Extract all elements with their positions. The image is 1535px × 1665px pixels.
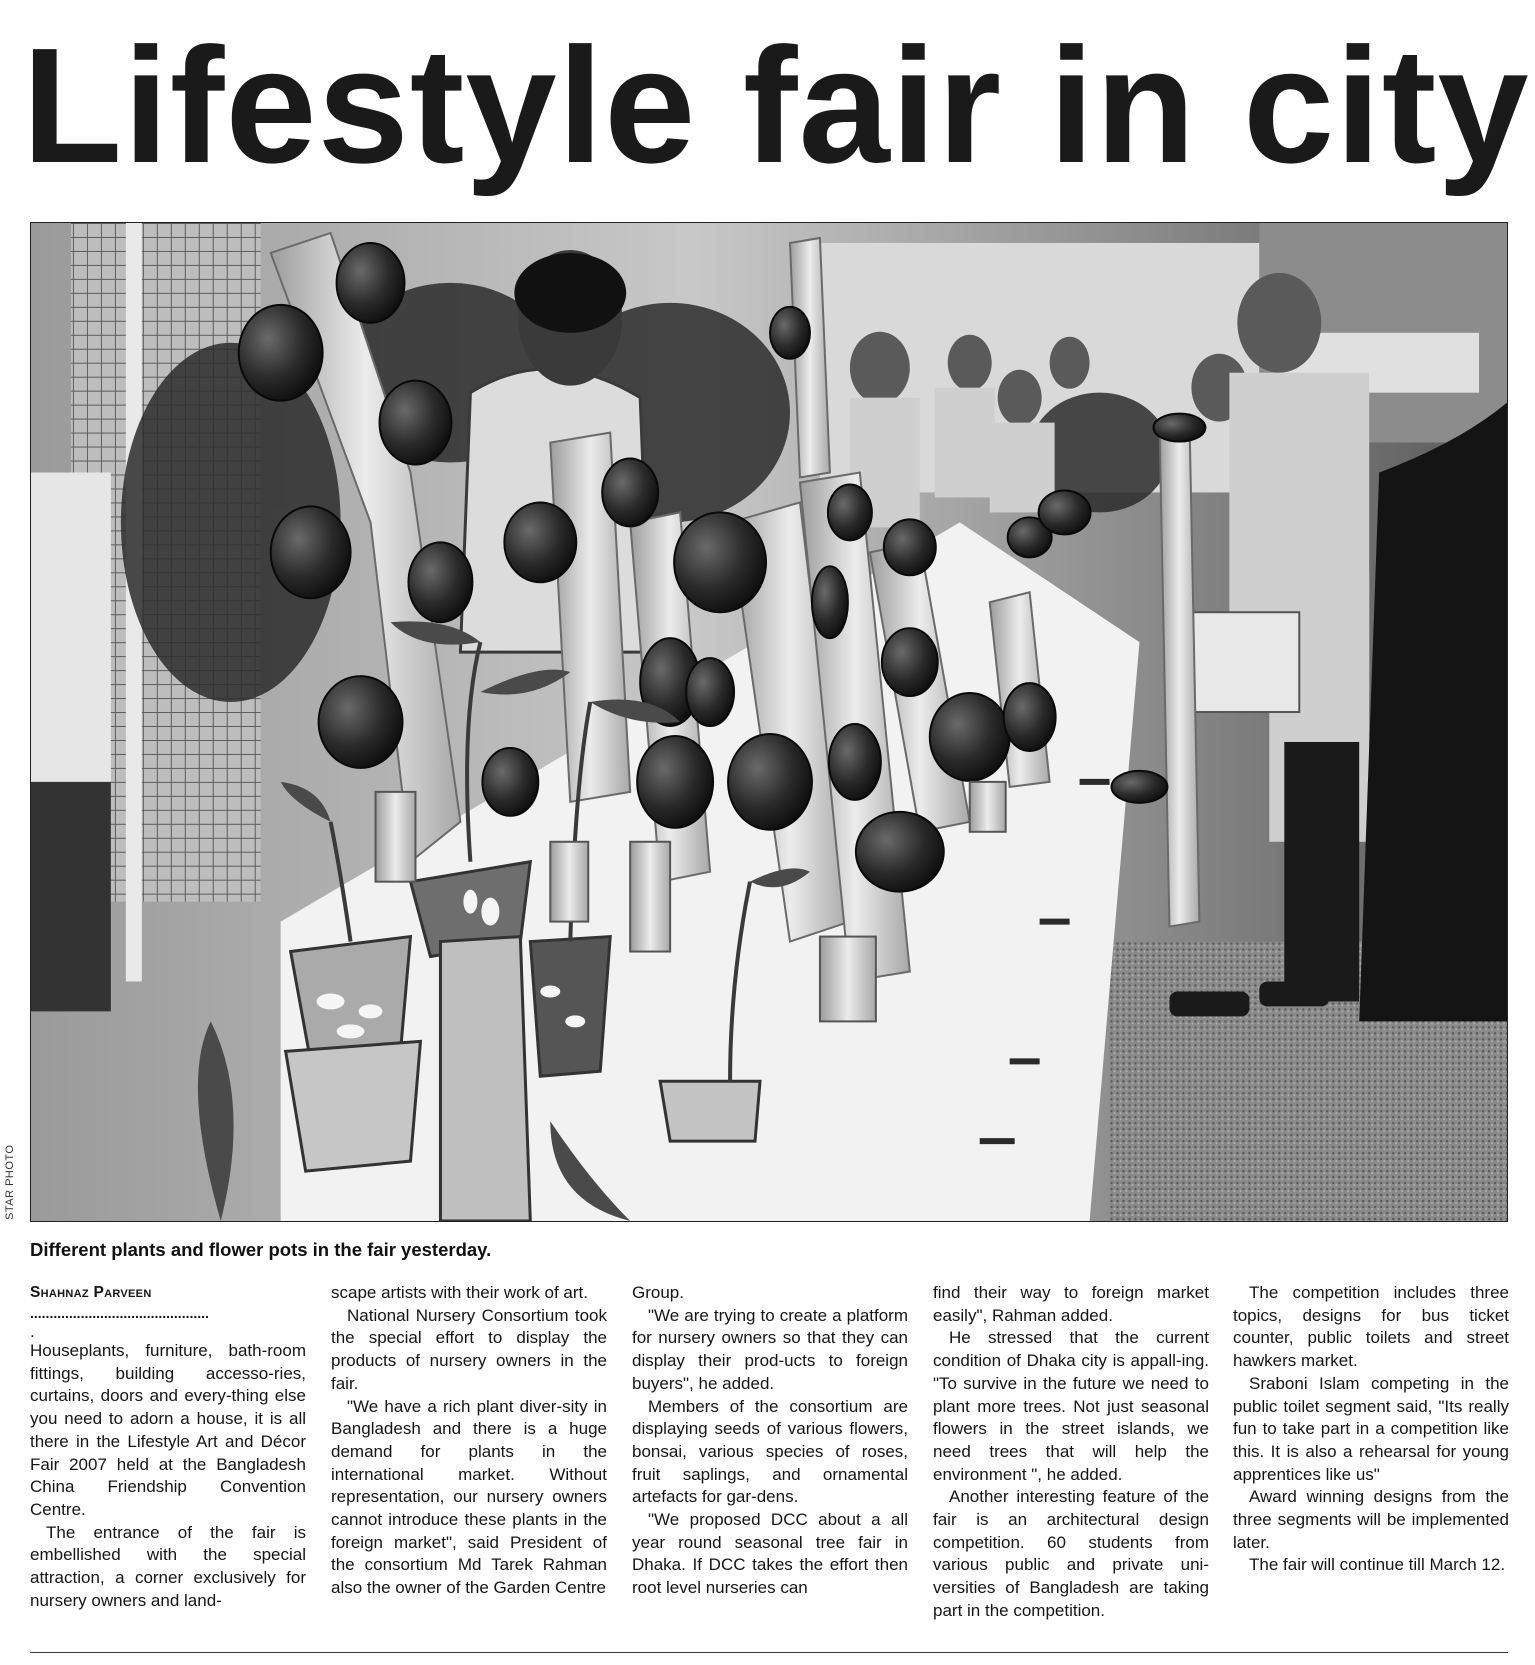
paragraph: Another interesting feature of the fair is an architectural design competition. 60 students from various public and private uni-versities of Bangladesh are taking part in the competition. — [933, 1487, 1209, 1620]
paragraph: The fair will continue till March 12. — [1249, 1555, 1506, 1575]
news-photo — [30, 222, 1508, 1222]
paragraph: "We have a rich plant diver-sity in Bangladesh and there is a huge demand for plants in the international market. Without representation, our nursery owners cannot introduce these plants in the foreign market", said President of the consortium Md Tarek Rahman also the owner of the Garden Centre — [331, 1396, 607, 1598]
paragraph: Award winning designs from the three segments will be implemented later. — [1233, 1487, 1509, 1552]
article-column-3 — [632, 1282, 908, 1642]
paragraph: "We proposed DCC about a all year round seasonal tree fair in Dhaka. If DCC takes the effort then root level nurseries can — [632, 1510, 908, 1598]
paragraph: "We are trying to create a platform for nursery owners so that they can display their prod-ucts to foreign buyers", he added. — [632, 1305, 908, 1393]
photo-caption: Different plants and flower pots in the fair yesterday. — [30, 1239, 492, 1260]
article-column-4 — [933, 1282, 1209, 1642]
byline-author — [30, 1282, 306, 1304]
paragraph: He stressed that the current condition of Dhaka city is appall-ing. "To survive in the future we need to plant more trees. Not just seasonal flowers in the street islands, we need trees that will help the environment ", he added. — [933, 1328, 1209, 1484]
paragraph: Sraboni Islam competing in the public toilet segment said, "Its really fun to take part in a competition like this. It is also a rehearsal for young apprentices like us" — [1233, 1373, 1509, 1484]
byline-author-name: Shahnaz Parveen — [30, 1284, 152, 1301]
photo-credit: STAR PHOTO — [4, 1144, 16, 1220]
paragraph: The entrance of the fair is embellished with the special attraction, a corner exclusively for nursery owners and land- — [30, 1522, 306, 1610]
article-column-5 — [1233, 1282, 1509, 1642]
article-column-2 — [331, 1282, 607, 1642]
byline-rule: .............................................. — [30, 1305, 209, 1321]
paragraph: Group. — [632, 1283, 684, 1302]
article-column-1 — [30, 1282, 306, 1642]
paragraph: find their way to foreign market easily", Rahman added. — [933, 1283, 1209, 1325]
paragraph: The competition includes three topics, designs for bus ticket counter, public toilets and street hawkers market. — [1233, 1283, 1509, 1371]
paragraph: scape artists with their work of art. — [331, 1283, 588, 1302]
paragraph: National Nursery Consortium took the special effort to display the products of nursery owners in the fair. — [331, 1305, 607, 1393]
headline: Lifestyle fair in city — [22, 14, 1530, 197]
byline-dot: . — [30, 1322, 35, 1341]
paragraph: Members of the consortium are displaying seeds of various flowers, bonsai, various species of roses, fruit saplings, and ornamental artefacts for gar-dens. — [632, 1396, 908, 1507]
paragraph: Houseplants, furniture, bath-room fittings, building accesso-ries, curtains, doors and every-thing else you need to adorn a house, it is all there in the Lifestyle Art and Décor Fair 2007 held at the Bangladesh China Friendship Convention Centre. — [30, 1341, 306, 1519]
photo-illustration — [31, 223, 1507, 1221]
bottom-rule — [30, 1652, 1508, 1653]
